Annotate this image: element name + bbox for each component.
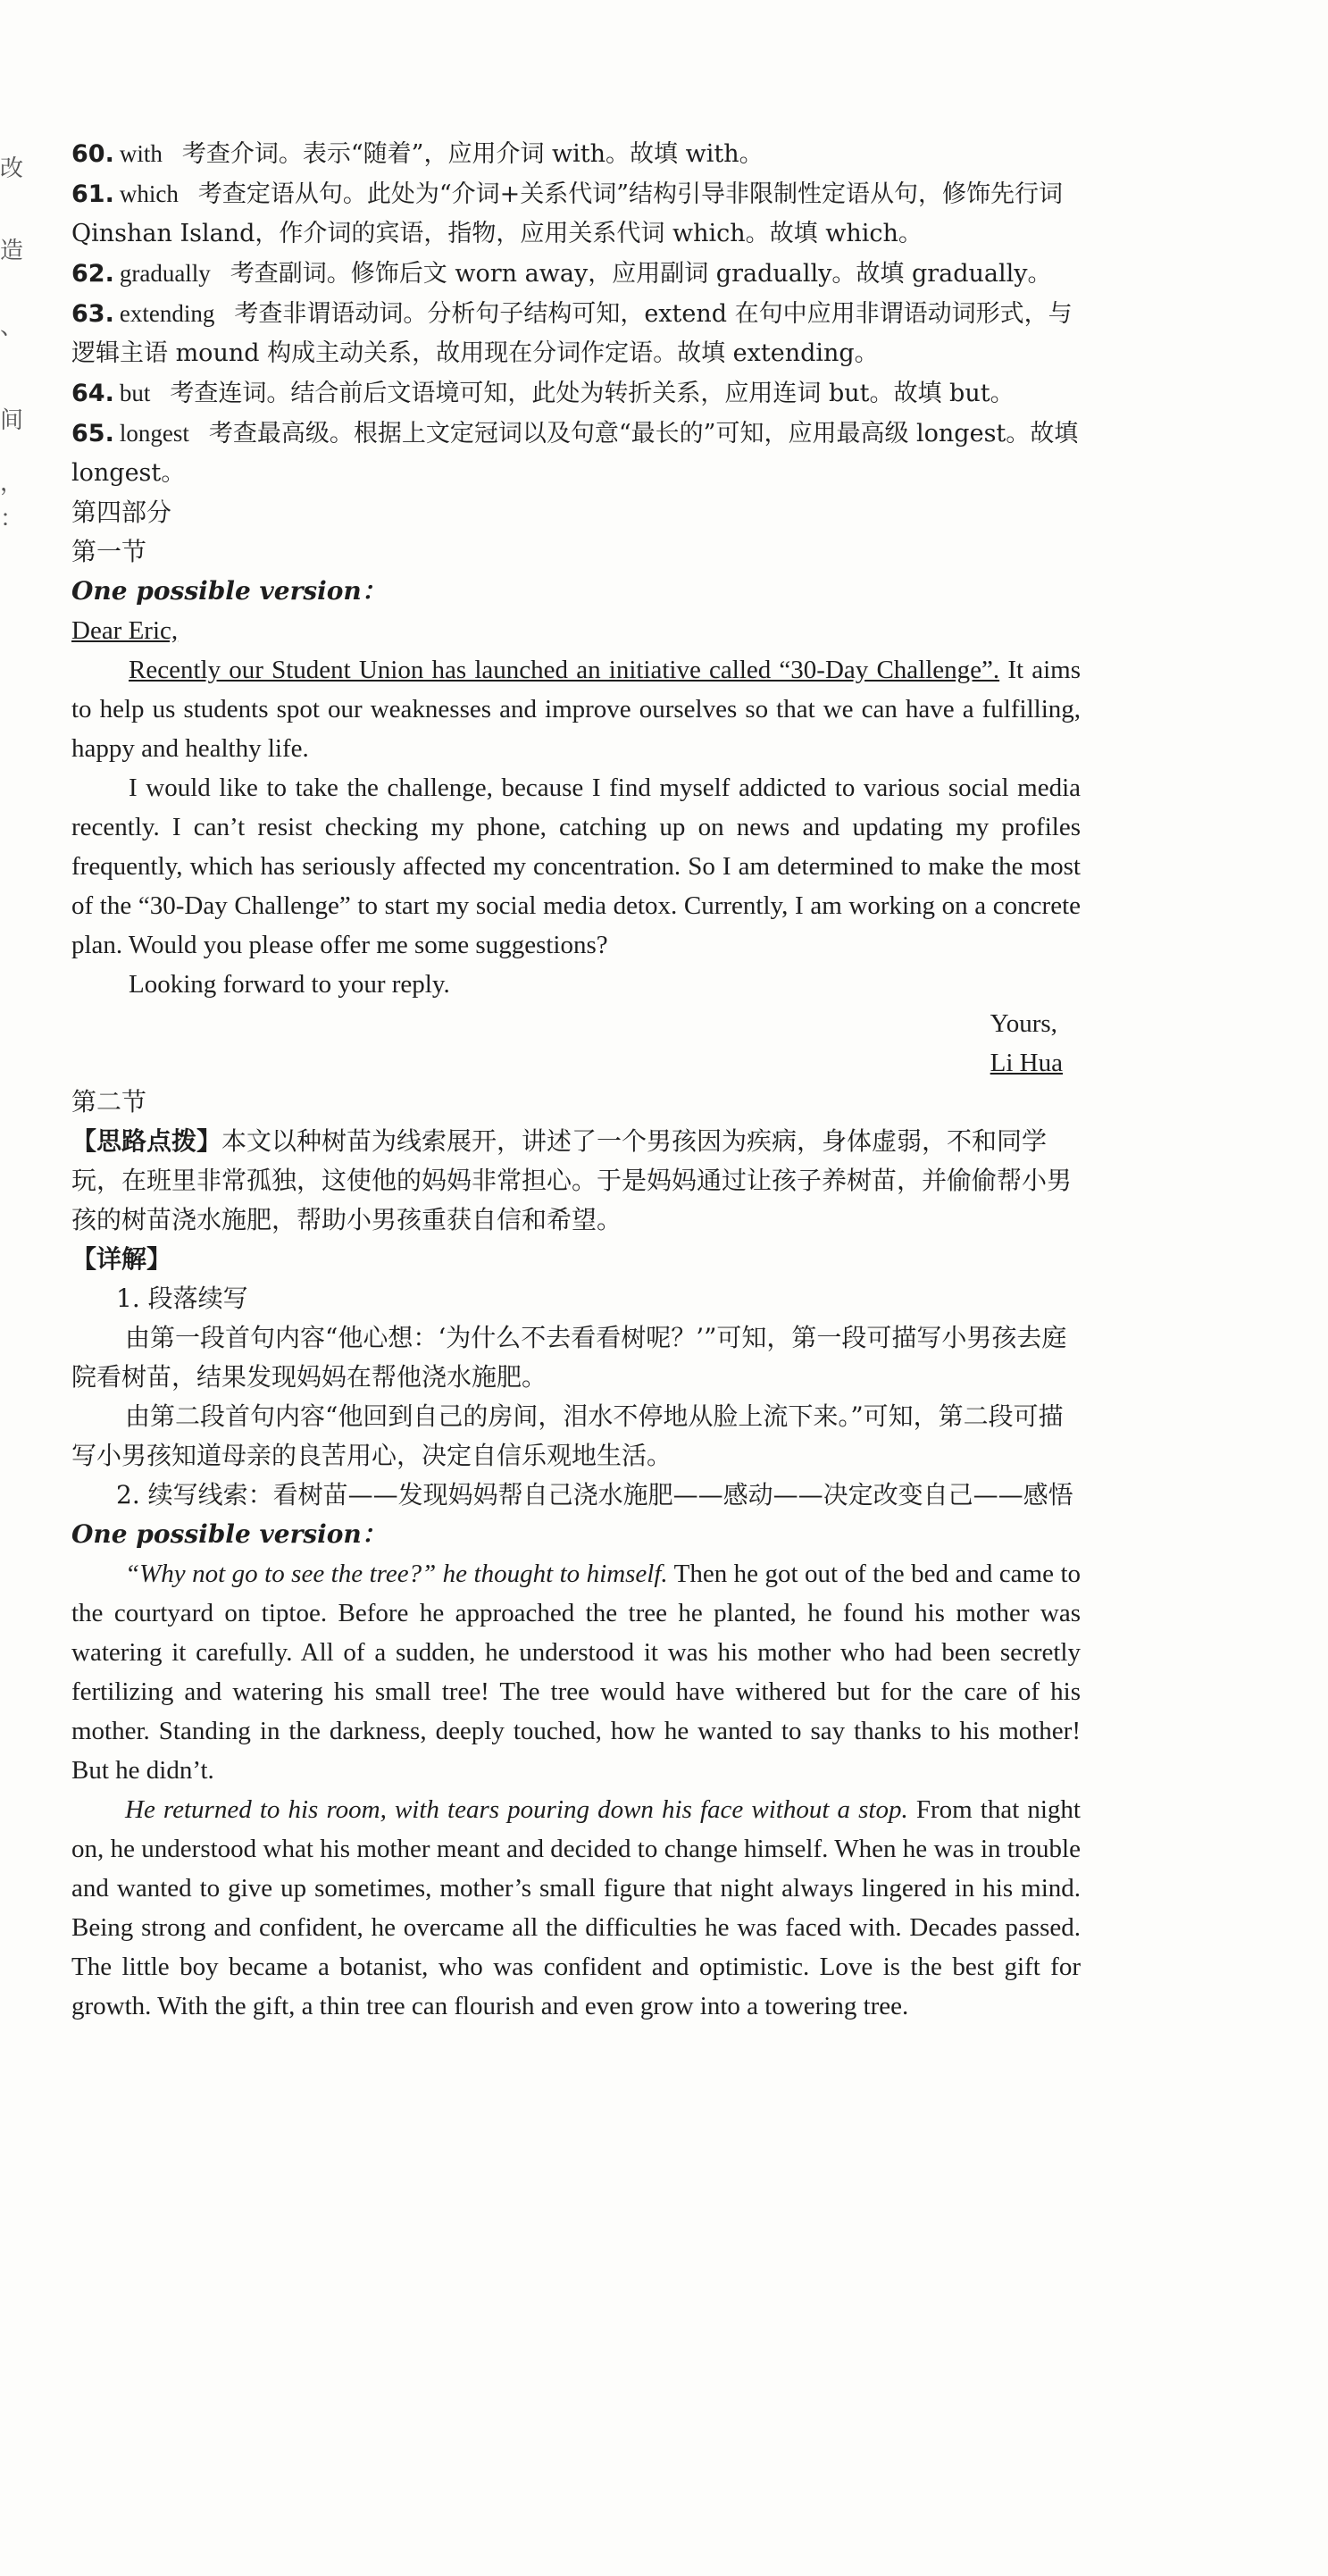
detail-paragraph: 由第一段首句内容“他心想：‘为什么不去看看树呢？’”可知，第一段可描写小男孩去庭院看树苗，结果发现妈妈在帮他浇水施肥。 [71,1323,1067,1392]
margin-char: 造 [0,238,24,264]
version-label: One possible version： [71,1519,387,1549]
version-label: One possible version： [71,576,387,606]
letter-text: It aims to help us students spot our weaknesses and improve ourselves so that we can have a fulfilling, happy and healthy life. [71,656,1081,763]
detail-clue: 2. 续写线索：看树苗——发现妈妈帮自己浇水施肥——感动——决定改变自己——感悟 [116,1480,1073,1510]
answer-explanation: 考查定语从句。此处为“介词+关系代词”结构引导非限制性定语从句，修饰先行词 Qinshan Island，作介词的宾语，指物，应用关系代词 which。故填 which。 [71,180,1064,247]
story-text: From that night on, he understood what his mother meant and decided to change himself. When he was in trouble and wanted to give up sometimes, mother’s small figure that night always lingered in his mind. Being strong and confident, he overcame all the difficulties he was faced with. Decades passed. The little boy became a botanist, who was confident and optimistic. Love is the best gift for growth. With the gift, a thin tree can flourish and even grow into a towering tree. [71,1795,1081,2020]
answer-number: 63. [71,300,114,328]
answer-word: gradually [119,260,211,287]
letter-name: Li Hua [990,1049,1063,1077]
hint-label: 【思路点拨】 [71,1126,222,1156]
letter-salutation: Dear Eric, [71,616,179,645]
story-given-sentence: He returned to his room, with tears pouring down his face without a stop. [125,1795,908,1824]
hint-paragraph [71,1122,1081,1240]
answer-word: but [119,380,151,406]
letter-paragraph: Looking forward to your reply. [129,970,450,999]
answer-number: 61. [71,180,114,208]
answer-number: 64. [71,380,114,407]
answer-number: 62. [71,260,114,288]
sample-letter [71,611,1081,1004]
story-text: Then he got out of the bed and came to the courtyard on tiptoe. Before he approached the tree he planted, he found his mother was watering it carefully. All of a sudden, he understood it was his mother who had been secretly fertilizing and watering his small tree! The tree would have withered but for the care of his mother. Standing in the darkness, deeply touched, how he wanted to say thanks to his mother! But he didn’t. [71,1560,1082,1785]
answer-explanation: 考查非谓语动词。分析句子结构可知，extend 在句中应用非谓语动词形式，与逻辑主语 mound 构成主动关系，故用现在分词作定语。故填 extending。 [71,300,1073,367]
answer-62 [71,254,1081,294]
margin-char: 间 [0,407,24,434]
hint-text: 本文以种树苗为线索展开，讲述了一个男孩因为疾病，身体虚弱，不和同学玩，在班里非常孤独，这使他的妈妈非常担心。于是妈妈通过让孩子养树苗，并偷偷帮小男孩的树苗浇水施肥，帮助小男孩重获自信和希望。 [71,1126,1073,1234]
story-paragraph [71,1554,1081,1790]
answer-explanation: 考查连词。结合前后文语境可知，此处为转折关系，应用连词 but。故填 but。 [170,380,1015,407]
section-two-title: 第二节 [71,1087,147,1117]
answer-explanation: 考查副词。修饰后文 worn away，应用副词 gradually。故填 gradually。 [230,260,1052,288]
answer-65 [71,414,1081,493]
section-two [71,1083,1081,1515]
answer-explanation: 考查最高级。根据上文定冠词以及句意“最长的”可知，应用最高级 longest。故填 longest。 [71,420,1079,487]
answer-word: with [119,140,163,167]
margin-char: ： [0,506,24,532]
detail-heading: 1. 段落续写 [116,1284,248,1313]
section-one-title: 第一节 [71,537,147,566]
detail-paragraph: 由第二段首句内容“他回到自己的房间，泪水不停地从脸上流下来。”可知，第二段可描写小男孩知道母亲的良苦用心，决定自信乐观地生活。 [71,1401,1064,1470]
letter-signature [71,1004,1081,1083]
answer-word: longest [119,420,189,447]
part-four-title: 第四部分 [71,498,172,527]
story-paragraph [71,1790,1081,2026]
answer-63 [71,294,1081,373]
letter-paragraph: I would like to take the challenge, because I find myself addicted to various social media recently. I can’t resist checking my phone, catching up on news and updating my profiles frequently, which has seriously affected my concentration. So I am determined to make the most of the “30-Day Challenge” to start my social media detox. Currently, I am working on a concrete plan. Would you please offer me some suggestions? [71,774,1081,959]
letter-underlined-sentence: Recently our Student Union has launched an initiative called “30-Day Challenge”. [129,656,1000,684]
answer-61 [71,174,1081,254]
detail-label: 【详解】 [71,1244,172,1274]
answer-number: 60. [71,140,114,168]
margin-char: 、 [0,314,24,340]
letter-closing: Yours, [990,1009,1057,1038]
answer-number: 65. [71,420,114,447]
answer-60 [71,134,1081,174]
margin-char: 改 [0,155,24,182]
answer-64 [71,373,1081,414]
answer-explanation: 考查介词。表示“随着”，应用介词 with。故填 with。 [181,140,764,168]
answer-word: which [119,180,179,207]
margin-char: ， [0,470,24,497]
letter-paragraph [71,650,1081,768]
story-given-sentence: “Why not go to see the tree?” he thought to himself. [125,1560,668,1588]
answer-page [71,134,1081,2026]
answer-word: extending [119,300,215,327]
sample-story [71,1554,1081,2026]
